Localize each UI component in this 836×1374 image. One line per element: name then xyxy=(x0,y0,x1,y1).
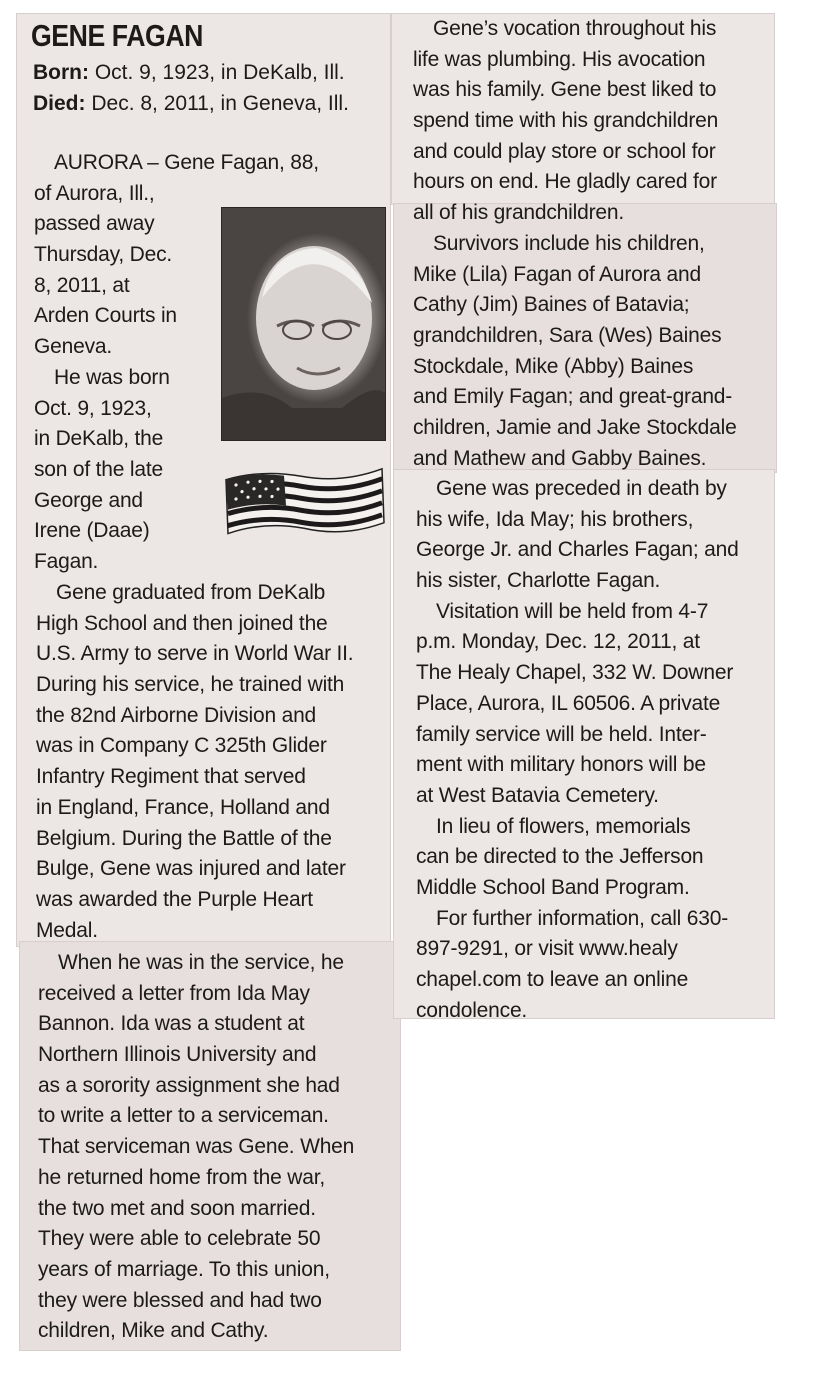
text-line: Place, Aurora, IL 60506. A private xyxy=(416,691,721,715)
text-line: Stockdale, Mike (Abby) Baines xyxy=(413,354,694,378)
text-line: can be directed to the Jefferson xyxy=(416,845,704,869)
text-line: Bannon. Ida was a student at xyxy=(38,1012,305,1036)
text-line: spend time with his grandchildren xyxy=(413,109,719,133)
text-line: The Healy Chapel, 332 W. Downer xyxy=(416,661,734,685)
born-label: Born: xyxy=(33,61,89,84)
text-line: of Aurora, Ill., xyxy=(34,181,155,205)
text-line: as a sorority assignment she had xyxy=(38,1073,340,1097)
text-line: Infantry Regiment that served xyxy=(36,765,306,789)
text-line: Middle School Band Program. xyxy=(416,875,690,899)
text-line: In lieu of flowers, memorials xyxy=(436,814,691,838)
text-line: Oct. 9, 1923, xyxy=(34,396,152,420)
text-line: When he was in the service, he xyxy=(58,951,344,974)
text-line: passed away xyxy=(34,212,155,236)
text-line: Irene (Daae) xyxy=(34,519,150,543)
text-line: 8, 2011, at xyxy=(34,273,130,297)
text-line: his wife, Ida May; his brothers, xyxy=(416,507,694,531)
text-line: all of his grandchildren. xyxy=(413,201,624,225)
text-line: years of marriage. To this union, xyxy=(38,1257,330,1281)
text-line: Fagan. xyxy=(34,549,99,573)
text-line: they were blessed and had two xyxy=(38,1288,322,1312)
text-line: at West Batavia Cemetery. xyxy=(416,783,659,807)
died-label: Died: xyxy=(33,92,86,115)
right-mid-column xyxy=(413,229,737,475)
text-line: For further information, call 630- xyxy=(436,906,728,930)
text-line: children, Jamie and Jake Stockdale xyxy=(413,416,737,440)
born-value: Oct. 9, 1923, in DeKalb, Ill. xyxy=(94,61,345,84)
text-line: to write a letter to a serviceman. xyxy=(38,1104,329,1128)
text-line: 897-9291, or visit www.healy xyxy=(416,937,678,961)
text-line: grandchildren, Sara (Wes) Baines xyxy=(413,324,722,348)
text-line: Gene graduated from DeKalb xyxy=(56,581,326,604)
text-line: Medal. xyxy=(36,918,98,942)
text-line: children, Mike and Cathy. xyxy=(38,1319,269,1343)
text-line: High School and then joined the xyxy=(36,611,328,635)
text-line: AURORA – Gene Fagan, 88, xyxy=(54,151,319,174)
text-line: Cathy (Jim) Baines of Batavia; xyxy=(413,293,690,317)
text-line: and Emily Fagan; and great-grand- xyxy=(413,385,733,409)
left-narrow-column xyxy=(34,148,319,578)
text-line: ment with military honors will be xyxy=(416,753,706,777)
text-line: was awarded the Purple Heart xyxy=(36,887,313,911)
born-line xyxy=(33,61,345,85)
text-line: and could play store or school for xyxy=(413,139,716,163)
text-line: his sister, Charlotte Fagan. xyxy=(416,569,661,593)
text-line: was his family. Gene best liked to xyxy=(413,78,717,102)
left-wide-column xyxy=(36,578,353,946)
text-line: the two met and soon married. xyxy=(38,1196,316,1220)
text-line: life was plumbing. His avocation xyxy=(413,47,706,71)
text-line: chapel.com to leave an online xyxy=(416,968,689,991)
text-line: the 82nd Airborne Division and xyxy=(36,703,317,727)
text-line: During his service, he trained with xyxy=(36,673,345,697)
text-line: he returned home from the war, xyxy=(38,1165,325,1189)
text-line: Survivors include his children, xyxy=(433,232,705,255)
text-line: p.m. Monday, Dec. 12, 2011, at xyxy=(416,630,700,654)
right-bottom-column xyxy=(416,474,739,1026)
text-line: in England, France, Holland and xyxy=(36,795,330,819)
text-line: Bulge, Gene was injured and later xyxy=(36,857,346,881)
text-line: Visitation will be held from 4-7 xyxy=(436,599,709,623)
text-line: Gene’s vocation throughout his xyxy=(433,17,717,40)
left-bottom-column xyxy=(38,948,354,1347)
text-line: He was born xyxy=(54,365,170,389)
obituary-name: GENE FAGAN xyxy=(31,18,203,53)
right-top-column xyxy=(413,14,718,229)
text-line: George Jr. and Charles Fagan; and xyxy=(416,538,739,562)
died-line xyxy=(33,92,349,116)
text-line: son of the late xyxy=(34,457,163,481)
text-line: Geneva. xyxy=(34,335,112,359)
text-line: received a letter from Ida May xyxy=(38,981,310,1005)
died-value: Dec. 8, 2011, in Geneva, Ill. xyxy=(91,92,349,115)
text-line: condolence. xyxy=(416,998,528,1022)
text-line: Thursday, Dec. xyxy=(34,243,173,267)
text-line: That serviceman was Gene. When xyxy=(38,1135,355,1159)
text-line: and Mathew and Gabby Baines. xyxy=(413,446,707,470)
text-line: They were able to celebrate 50 xyxy=(38,1227,321,1251)
text-line: Gene was preceded in death by xyxy=(436,477,727,500)
text-line: Mike (Lila) Fagan of Aurora and xyxy=(413,262,701,286)
text-line: George and xyxy=(34,488,143,512)
text-line: hours on end. He gladly cared for xyxy=(413,170,717,194)
text-line: Belgium. During the Battle of the xyxy=(36,826,332,850)
text-line: in DeKalb, the xyxy=(34,427,164,451)
text-line: Arden Courts in xyxy=(34,304,177,328)
text-line: was in Company C 325th Glider xyxy=(36,734,327,758)
text-line: family service will be held. Inter- xyxy=(416,722,707,746)
text-line: U.S. Army to serve in World War II. xyxy=(36,642,354,666)
text-line: Northern Illinois University and xyxy=(38,1043,317,1067)
